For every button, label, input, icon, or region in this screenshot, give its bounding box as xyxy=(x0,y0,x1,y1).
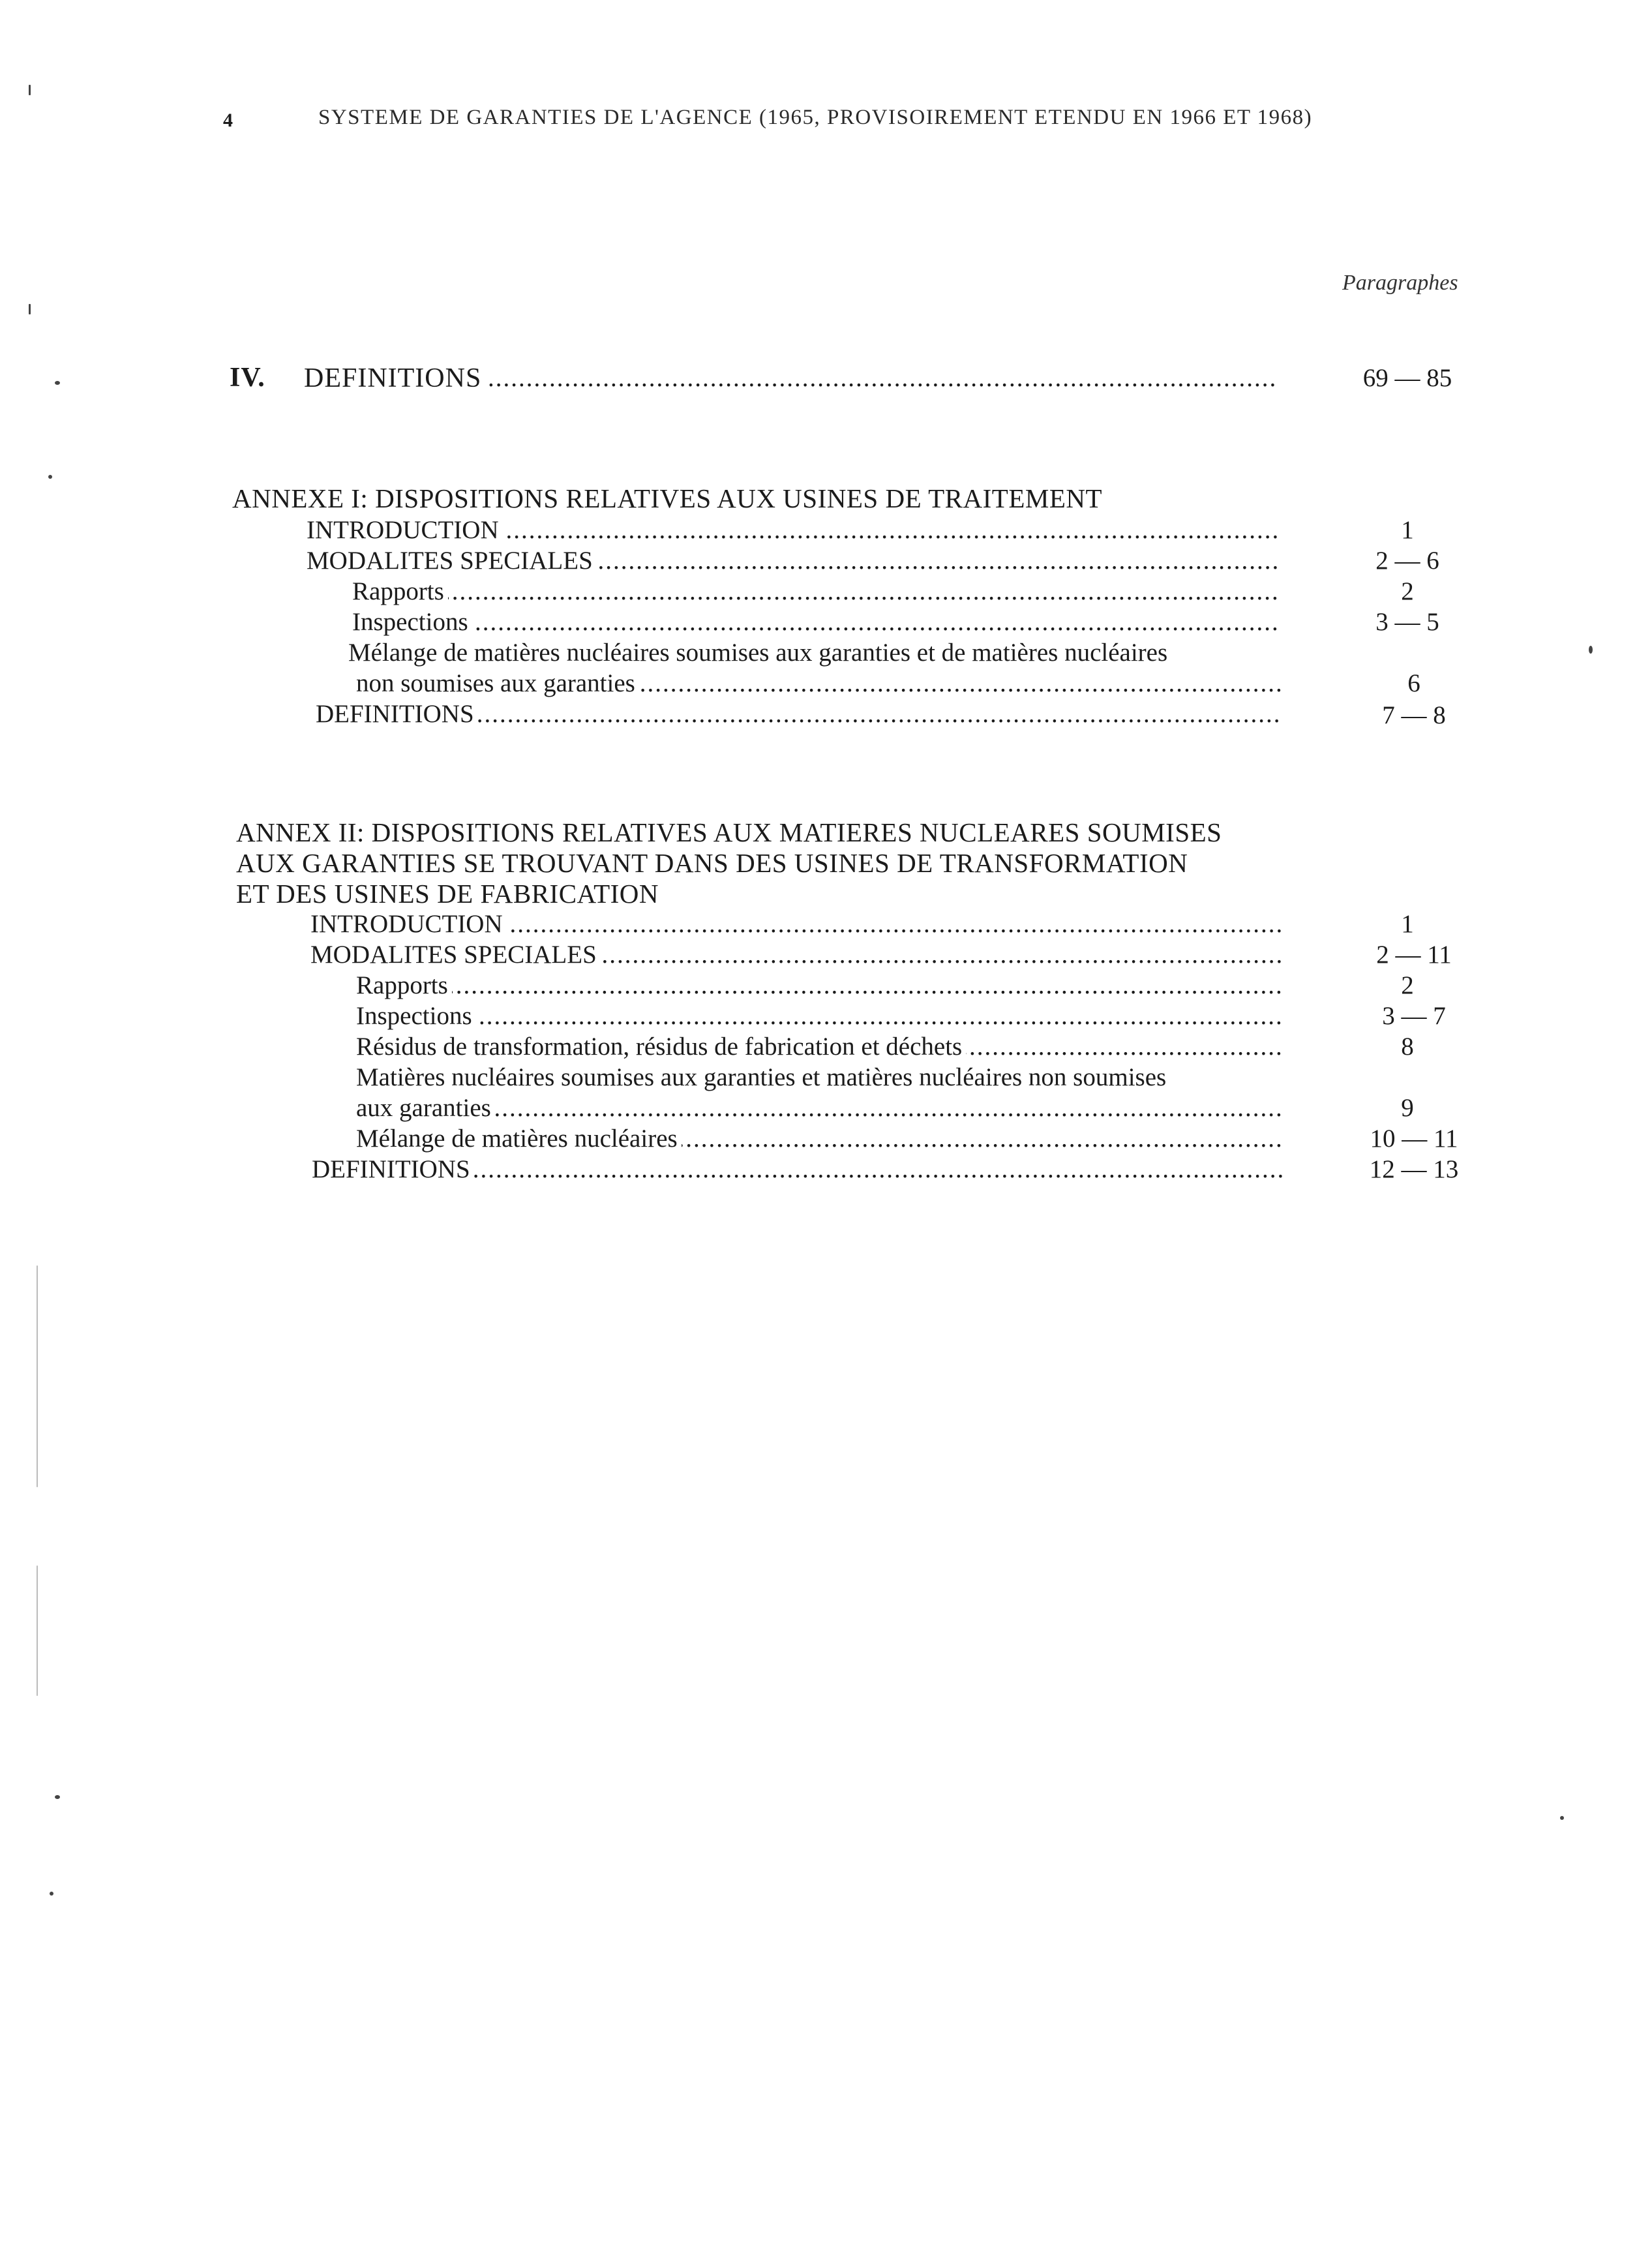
entry-label: aux garanties xyxy=(356,1093,495,1123)
scan-speck xyxy=(1589,646,1593,654)
annex-1-heading: ANNEXE I: DISPOSITIONS RELATIVES AUX USINES DE TRAITEMENT xyxy=(232,483,1103,513)
dot-leader xyxy=(356,1093,1282,1123)
entry-label: Rapports xyxy=(352,577,448,607)
entry-label: MODALITES SPECIALES xyxy=(310,940,601,970)
entry-label: INTRODUCTION xyxy=(310,909,507,939)
entry-ref: 3 — 7 xyxy=(1382,1002,1446,1030)
entry-ref: 1 xyxy=(1401,516,1414,544)
annex-2-introduction-row xyxy=(310,909,1282,939)
scan-speck xyxy=(50,1892,53,1896)
entry-label-line1: Matières nucléaires soumises aux garanties et matières nucléaires non soumises xyxy=(356,1063,1167,1091)
scan-speck xyxy=(37,1265,38,1487)
entry-ref: 7 — 8 xyxy=(1382,701,1446,729)
annex-1-melange-row xyxy=(356,669,1282,699)
annex-1-modalites-row xyxy=(307,546,1278,576)
dot-leader xyxy=(352,607,1278,637)
entry-label: Résidus de transformation, résidus de fabrication et déchets xyxy=(356,1032,966,1062)
page-number: 4 xyxy=(223,110,233,131)
annex-1-rapports-row xyxy=(352,577,1278,607)
entry-ref: 8 xyxy=(1401,1033,1414,1061)
entry-ref: 2 — 6 xyxy=(1375,547,1439,575)
annex-2-heading-line-2: AUX GARANTIES SE TROUVANT DANS DES USINES DE TRANSFORMATION xyxy=(236,848,1188,878)
entry-label: Mélange de matières nucléaires xyxy=(356,1124,682,1154)
dot-leader xyxy=(356,971,1282,1001)
entry-label: non soumises aux garanties xyxy=(356,669,639,699)
annex-2-modalites-row xyxy=(310,940,1282,970)
scan-speck xyxy=(48,475,52,479)
annex-2-heading-line-3: ET DES USINES DE FABRICATION xyxy=(236,879,659,909)
entry-label: Inspections xyxy=(352,607,472,637)
annex-2-melange-row xyxy=(356,1124,1282,1154)
entry-label: MODALITES SPECIALES xyxy=(307,546,597,576)
paragraphs-column-label: Paragraphes xyxy=(1342,271,1458,295)
section-iv-title: DEFINITIONS xyxy=(304,363,485,393)
section-iv-row xyxy=(304,363,1276,393)
entry-label: DEFINITIONS xyxy=(312,1155,474,1185)
entry-label: Inspections xyxy=(356,1001,476,1031)
entry-label: DEFINITIONS xyxy=(316,699,478,729)
annex-2-residus-row xyxy=(356,1032,1282,1062)
entry-ref: 9 xyxy=(1401,1094,1414,1122)
entry-label: Rapports xyxy=(356,971,452,1001)
section-iv-number: IV. xyxy=(230,363,265,393)
entry-ref: 2 xyxy=(1401,577,1414,605)
scan-speck xyxy=(1560,1816,1564,1820)
annex-1-introduction-row xyxy=(307,515,1278,545)
entry-ref: 2 — 11 xyxy=(1376,941,1452,969)
scan-speck xyxy=(29,304,31,314)
annex-1-definitions-row xyxy=(316,699,1282,729)
dot-leader xyxy=(356,1001,1282,1031)
scan-speck xyxy=(37,1565,38,1696)
entry-ref: 2 xyxy=(1401,971,1414,999)
entry-ref: 6 xyxy=(1407,669,1420,697)
entry-ref: 1 xyxy=(1401,910,1414,938)
entry-ref: 12 — 13 xyxy=(1369,1155,1459,1183)
annex-2-inspections-row xyxy=(356,1001,1282,1031)
entry-ref: 3 — 5 xyxy=(1375,608,1439,636)
dot-leader xyxy=(352,577,1278,607)
scan-speck xyxy=(55,1795,60,1799)
scan-speck xyxy=(29,85,31,95)
annex-2-definitions-row xyxy=(312,1155,1282,1185)
annex-2-rapports-row xyxy=(356,971,1282,1001)
annex-1-inspections-row xyxy=(352,607,1278,637)
entry-ref: 10 — 11 xyxy=(1370,1125,1458,1153)
section-iv-ref: 69 — 85 xyxy=(1362,364,1452,392)
entry-label: INTRODUCTION xyxy=(307,515,503,545)
annex-2-matieres-row xyxy=(356,1093,1282,1123)
running-header: SYSTEME DE GARANTIES DE L'AGENCE (1965, PROVISOIREMENT ETENDU EN 1966 ET 1968) xyxy=(318,106,1313,129)
scan-speck xyxy=(55,381,60,385)
annex-2-heading-line-1: ANNEX II: DISPOSITIONS RELATIVES AUX MATIERES NUCLEARES SOUMISES xyxy=(236,817,1222,847)
entry-label-line1: Mélange de matières nucléaires soumises aux garanties et de matières nucléaires xyxy=(348,639,1168,667)
